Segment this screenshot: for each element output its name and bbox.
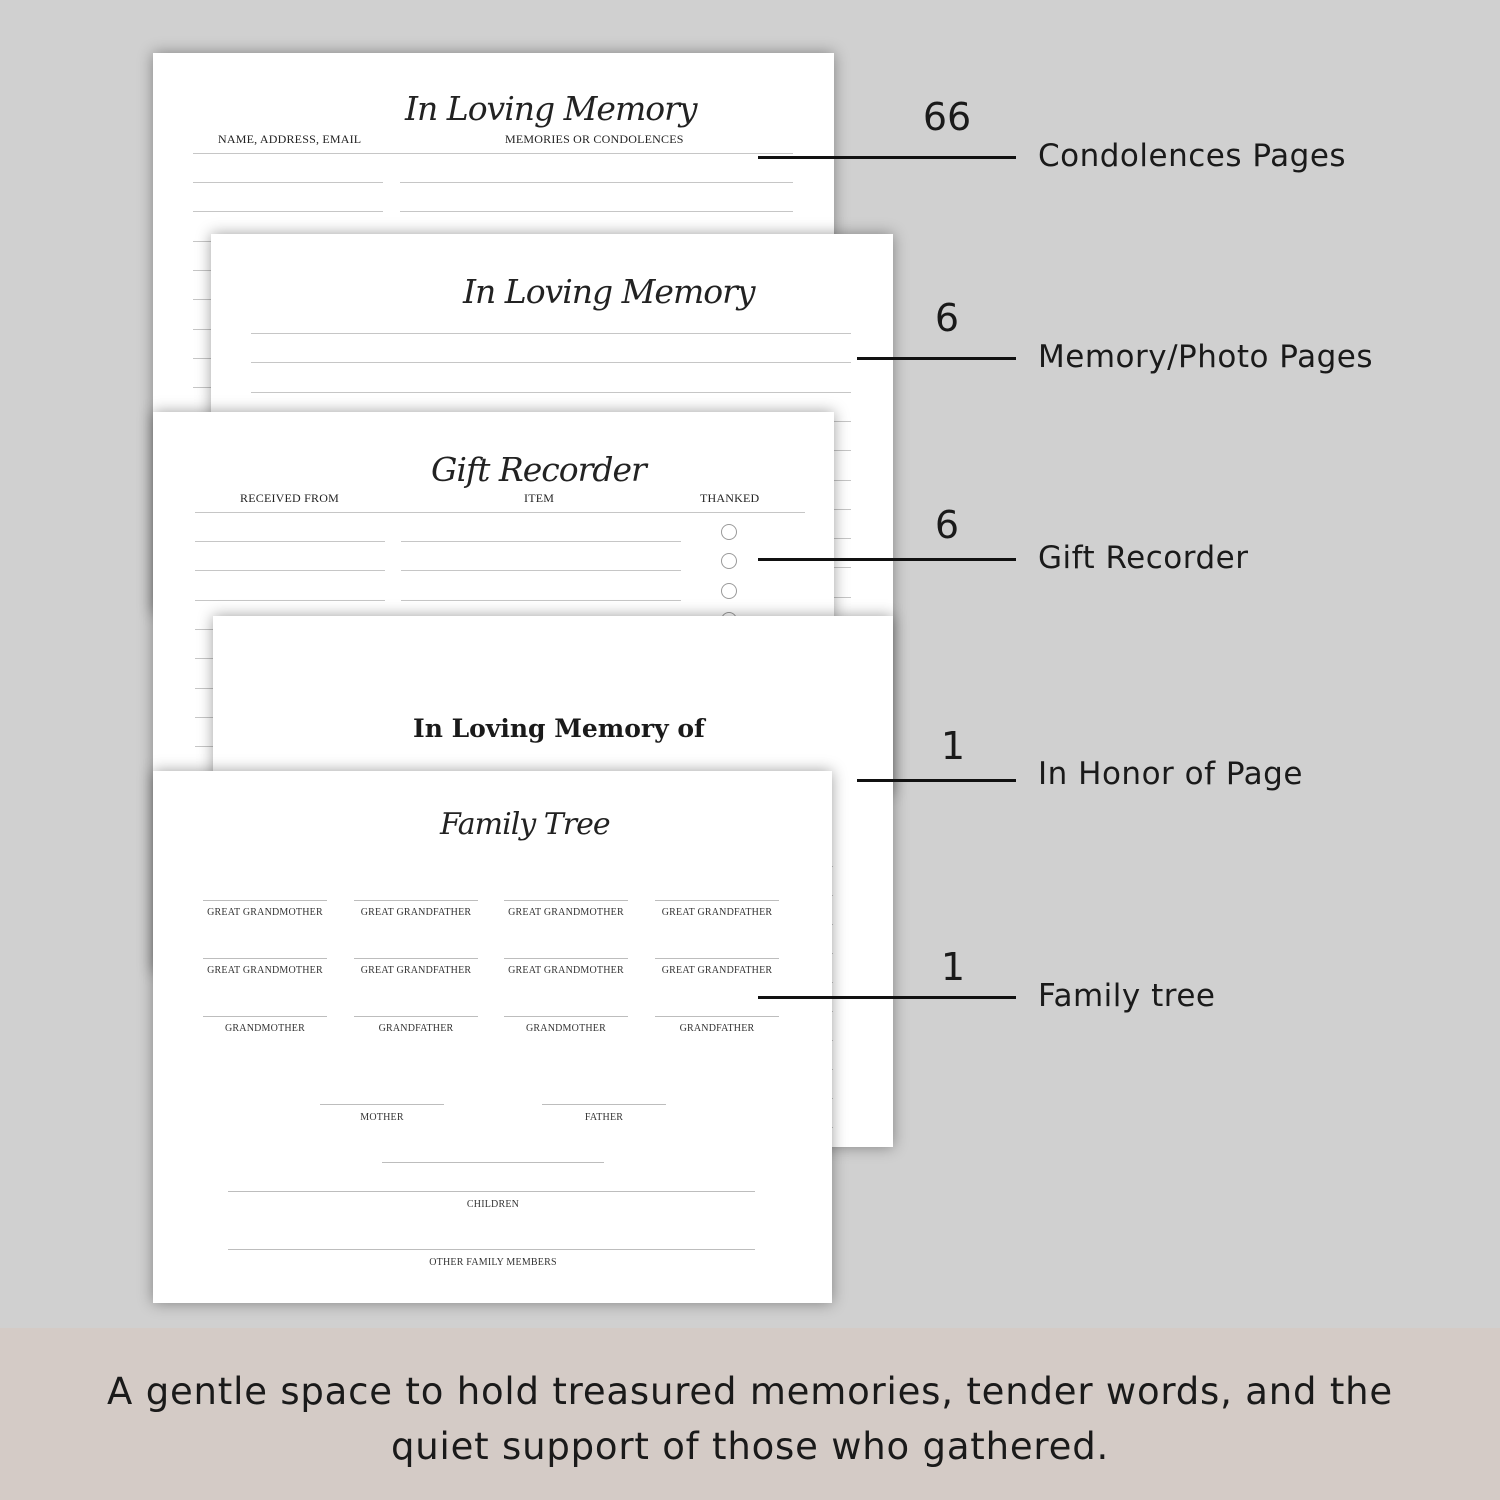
family-tree-relation-label: GREAT GRANDMOTHER xyxy=(508,907,624,918)
condolences-col-memories: MEMORIES OR CONDOLENCES xyxy=(505,132,684,146)
gift-recorder-page-title: Gift Recorder xyxy=(431,450,646,489)
family-tree-page-preview xyxy=(153,771,832,1303)
family-tree-relation-label: GREAT GRANDFATHER xyxy=(661,907,773,918)
footer-tagline xyxy=(0,1364,1500,1474)
gift-col-received-from: RECEIVED FROM xyxy=(240,491,339,505)
father-line xyxy=(542,1104,666,1105)
honor-page-title: In Loving Memory of xyxy=(413,714,705,743)
gift-row-line xyxy=(401,541,681,542)
family-tree-relation-label: GREAT GRANDMOTHER xyxy=(207,965,323,976)
gift-leader-line xyxy=(758,558,1016,561)
other-family-line xyxy=(228,1249,755,1250)
family-tree-name-line xyxy=(504,1016,628,1017)
family-tree-relation-label: GREAT GRANDMOTHER xyxy=(508,965,624,976)
gift-row-line xyxy=(401,600,681,601)
condolences-row-line xyxy=(193,182,383,183)
gift-row-line xyxy=(195,541,385,542)
condolences-header-rule xyxy=(193,153,793,154)
family-tree-page-title: Family Tree xyxy=(440,807,610,842)
thanked-checkbox xyxy=(721,553,737,569)
gift-label: Gift Recorder xyxy=(1038,540,1249,576)
family-tree-name-line xyxy=(354,1016,478,1017)
family-tree-name-line xyxy=(504,958,628,959)
family-tree-name-line xyxy=(655,1016,779,1017)
condolences-row-line xyxy=(400,182,793,183)
gift-row-line xyxy=(195,600,385,601)
gift-header-rule xyxy=(195,512,805,513)
memory-count: 6 xyxy=(934,296,960,340)
family-tree-leader-line xyxy=(758,996,1016,999)
condolences-row-line xyxy=(400,211,793,212)
memory-row-line xyxy=(251,392,851,393)
thanked-checkbox xyxy=(721,583,737,599)
memory-label: Memory/Photo Pages xyxy=(1038,339,1373,375)
family-tree-name-line xyxy=(354,900,478,901)
children-line xyxy=(228,1191,755,1192)
family-tree-label: Family tree xyxy=(1038,978,1216,1014)
father-label: FATHER xyxy=(584,1112,624,1123)
family-tree-name-line xyxy=(655,900,779,901)
gift-count: 6 xyxy=(934,503,960,547)
family-tree-relation-label: GREAT GRANDFATHER xyxy=(360,907,472,918)
thanked-checkbox xyxy=(721,524,737,540)
condolences-leader-line xyxy=(758,156,1016,159)
memory-row-line xyxy=(251,333,851,334)
condolences-row-line xyxy=(193,211,383,212)
family-tree-count: 1 xyxy=(940,945,966,989)
mother-line xyxy=(320,1104,444,1105)
footer-line-2: quiet support of those who gathered. xyxy=(390,1425,1110,1468)
children-label: CHILDREN xyxy=(466,1199,520,1210)
condolences-page-title: In Loving Memory xyxy=(405,89,697,128)
honor-label: In Honor of Page xyxy=(1038,756,1303,792)
memory-page-title: In Loving Memory xyxy=(463,272,755,311)
footer-line-1: A gentle space to hold treasured memories, tender words, and the xyxy=(107,1370,1393,1413)
family-tree-relation-label: GREAT GRANDMOTHER xyxy=(207,907,323,918)
family-tree-name-line xyxy=(203,900,327,901)
family-tree-relation-label: GREAT GRANDFATHER xyxy=(360,965,472,976)
family-tree-name-line xyxy=(354,958,478,959)
family-tree-relation-label: GREAT GRANDFATHER xyxy=(661,965,773,976)
condolences-count: 66 xyxy=(922,95,972,139)
family-tree-name-line xyxy=(203,958,327,959)
gift-col-item: ITEM xyxy=(524,491,555,505)
self-line xyxy=(382,1162,604,1163)
memory-leader-line xyxy=(857,357,1016,360)
gift-row-line xyxy=(195,570,385,571)
family-tree-name-line xyxy=(655,958,779,959)
gift-col-thanked: THANKED xyxy=(700,491,760,505)
honor-count: 1 xyxy=(940,724,966,768)
memory-row-line xyxy=(251,362,851,363)
other-family-label: OTHER FAMILY MEMBERS xyxy=(429,1257,557,1268)
condolences-label: Condolences Pages xyxy=(1038,138,1347,174)
family-tree-relation-label: GRANDMOTHER xyxy=(526,1023,606,1034)
mother-label: MOTHER xyxy=(360,1112,404,1123)
family-tree-relation-label: GRANDMOTHER xyxy=(225,1023,305,1034)
family-tree-name-line xyxy=(203,1016,327,1017)
honor-leader-line xyxy=(857,779,1016,782)
condolences-col-name: NAME, ADDRESS, EMAIL xyxy=(218,132,362,146)
gift-row-line xyxy=(401,570,681,571)
family-tree-relation-label: GRANDFATHER xyxy=(378,1023,454,1034)
family-tree-relation-label: GRANDFATHER xyxy=(679,1023,755,1034)
family-tree-name-line xyxy=(504,900,628,901)
